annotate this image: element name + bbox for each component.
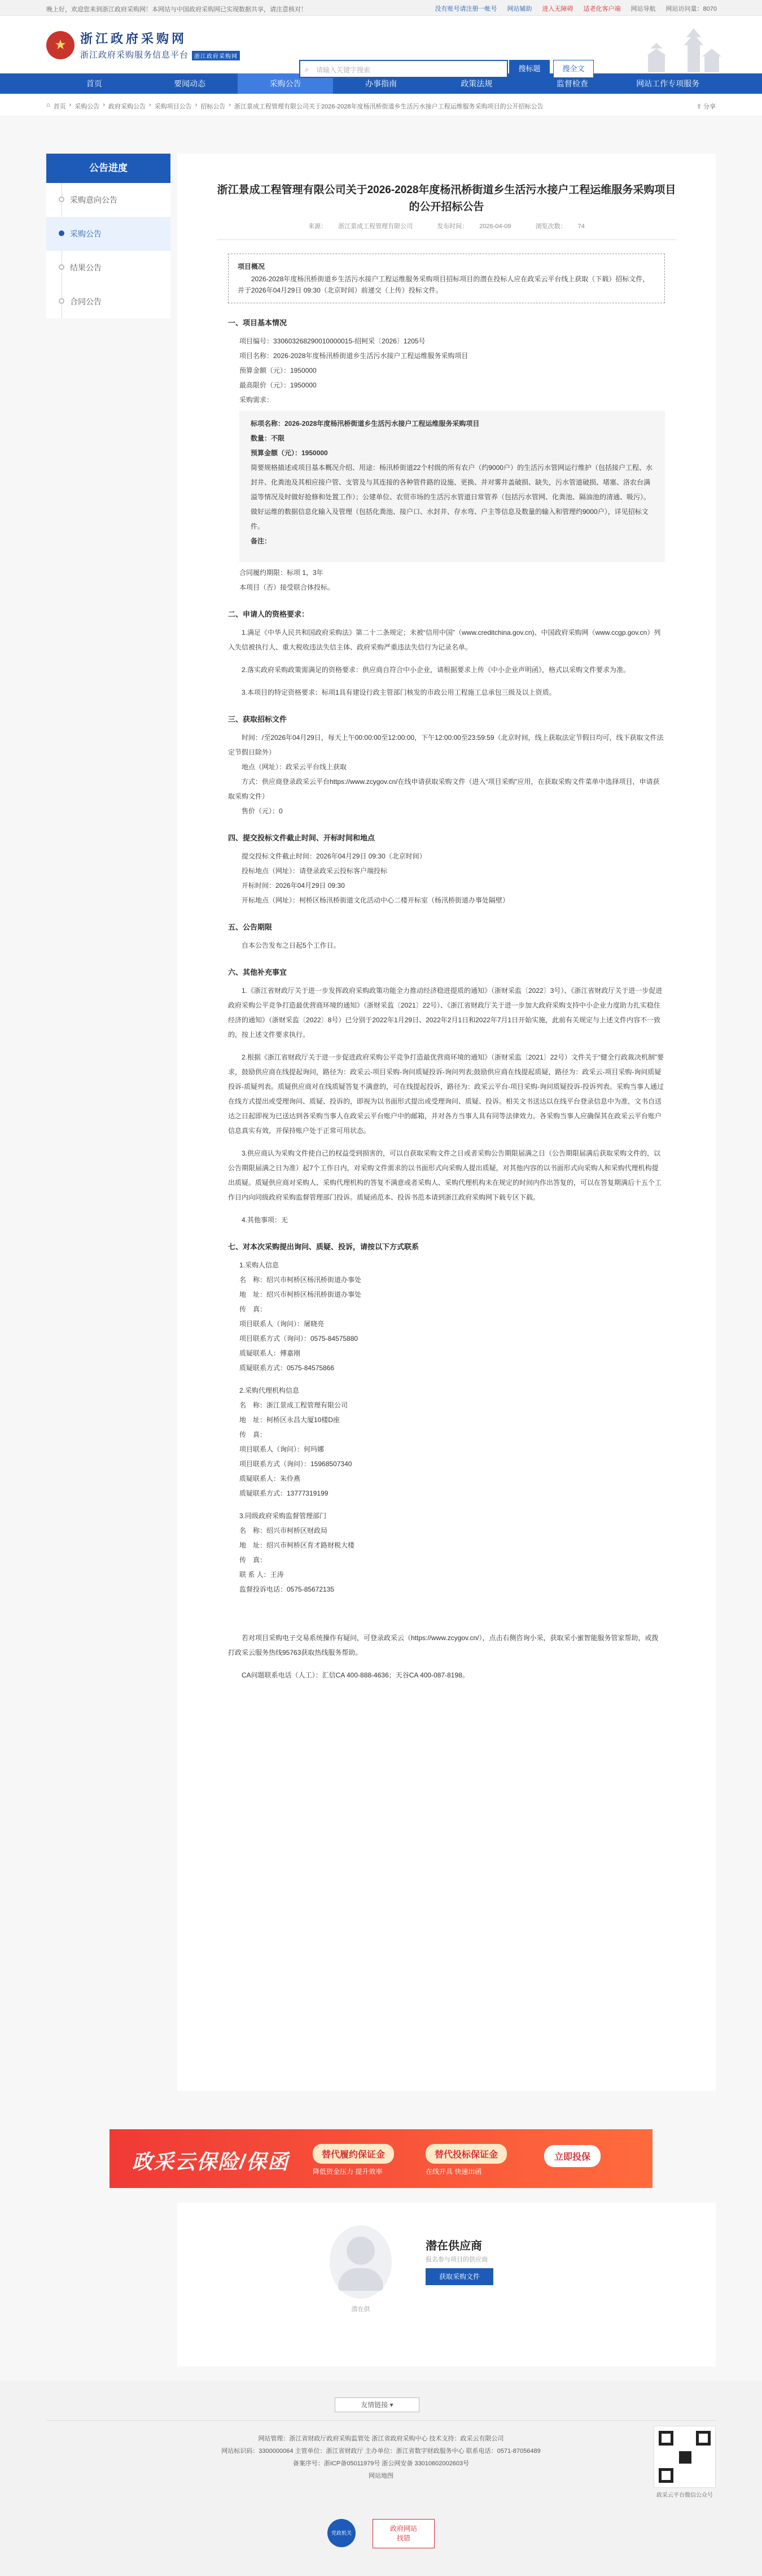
- section-notice-period: [228, 920, 665, 953]
- qualification-item: 1.满足《中华人民共和国政府采购法》第二十二条规定；未被“信用中国”（www.creditchina.gov.cn)、中国政府采购网（www.ccgp.gov.cn）列入失信被执行人、重大税收违法失信主体、政府采购严重违法失信行为记录名单。: [228, 629, 661, 651]
- section-qualification: [228, 607, 665, 700]
- elder-friendly-link[interactable]: 适老化客户端: [583, 6, 621, 12]
- chevron-down-icon: ▾: [389, 2401, 393, 2409]
- logo-title: 浙江政府采购网: [80, 32, 187, 46]
- max-price: 最高限价（元）：1950000: [239, 381, 317, 389]
- get-documents-button[interactable]: 获取采购文件: [426, 2268, 493, 2285]
- qualification-item: 3.本项目的特定资格要求：标项1具有建设行政主管部门核发的市政公用工程施工总承包三级及以上资质。: [242, 688, 556, 696]
- other-item: 1.《浙江省财政厅关于进一步发挥政府采购政策功能全力推动经济稳进提质的通知》（浙财采监〔2022〕3号）、《浙江省财政厅关于进一步促进政府采购公平竞争打造最优营商环境的通知》（浙财采监〔2021〕22号）、《浙江省财政厅关于进一步加大政府采购支持中小企业力度助力扎实稳住经济的通知》（浙财采监〔2022〕8号）已分别于2022年1月29日、2022年2月1日和2022年7月1日开始实施，此前有关规定与上述文件内容不一致的，按上述文件要求执行。: [228, 987, 663, 1039]
- lot-name: 标项名称：2026-2028年度杨汛桥街道乡生活污水接户工程运维服务采购项目: [251, 420, 480, 428]
- section-heading: 一、项目基本情况: [228, 319, 287, 327]
- other-item: 2.根据《浙江省财政厅关于进一步促进政府采购公平竞争打造最优营商环境的通知》（浙财采监〔2021〕22号）文件关于“健全行政裁决机制”要求，鼓励供应商在线提起询问，路径为：政采云-项目采购-询问质疑投诉-询问列表;鼓励供应商在线提起质疑，路径为：政采云-项目采购-询问质疑投诉-质疑列表。质疑供应商对在线质疑答复不满意的，可在线提起投诉，路径为：政采云平台-项目采购-询问质疑投诉-投诉列表。采购当事人通过在线方式提出或受理询问、质疑、投诉的，即视为以书面形式提出或受理询问、质疑、投诉。相关文书送达以在线平台登录信息中为准，文书自送达之日起即视为已送达到各采购当事人在政采云平台账户中的邮箱，并对各方当事人具有同等法律效力。各采购当事人应确保其在政采云平台账户信息真实有效，并保持账户处于正常可用状态。: [228, 1053, 664, 1135]
- search-placeholder: 请输入关键字搜索: [316, 66, 371, 74]
- lot-box: [239, 411, 665, 562]
- obtain-method: 方式：供应商登录政采云平台https://www.zcygov.cn/在线申请获取采购文件（进入“项目采购”应用，在获取采购文件菜单中选择项目，申请获取采购文件）: [228, 778, 660, 800]
- party-govt-badge-icon[interactable]: 党政机关: [327, 2519, 356, 2547]
- contract-period: 合同履约期限：标项 1，3年: [239, 569, 323, 577]
- accessibility-link[interactable]: 网站辅助: [507, 6, 532, 12]
- sidebar-item-intent[interactable]: 采购意向公告: [46, 183, 170, 217]
- nav-guide[interactable]: 办事指南: [365, 79, 397, 88]
- supplier-title: 潜在供应商: [426, 2240, 482, 2252]
- section-contacts: [228, 1240, 665, 1683]
- obtain-time: 时间：/至2026年04月29日，每天上午00:00:00至12:00:00，下午12:00:00至23:59:59（北京时间，线上获取法定节假日均可，线下获取文件法定节假日除外）: [228, 734, 664, 756]
- sidebar-item-contract[interactable]: 合同公告: [46, 285, 170, 319]
- lot-budget: 预算金额（元）：1950000: [251, 449, 328, 457]
- banner-tag: 替代履约保证金: [313, 2144, 394, 2164]
- banner-tag-sub: 降低资金压力 提升效率: [313, 2168, 383, 2176]
- timeline-dot-icon: [59, 230, 64, 236]
- friend-links-select[interactable]: 友情链接 ▾: [335, 2398, 419, 2412]
- section-obtain-documents: [228, 712, 665, 818]
- pagoda-illustration-icon: [637, 21, 721, 72]
- summary-heading: 项目概况: [238, 263, 265, 271]
- report-error-badge[interactable]: 政府网站 找错: [373, 2519, 435, 2548]
- purchaser-contact: 1.采购人信息 名 称：绍兴市柯桥区杨汛桥街道办事处 地 址：绍兴市柯桥区杨汛桥街道办事处 传 真： 项目联系人（询问）：屠晓亮 项目联系方式（询问）：0575-84575880 质疑联系人：傅嘉刚 质疑联系方式：0575-84575866: [239, 1261, 362, 1372]
- supplier-panel: [177, 2203, 716, 2366]
- section-heading: 三、获取招标文件: [228, 715, 287, 723]
- section-heading: 四、提交投标文件截止时间、开标时间和地点: [228, 834, 375, 842]
- banner-tag: 替代投标保证金: [426, 2144, 507, 2164]
- project-number: 项目编号：330603268290010000015-绍柯采〔2026〕1205号: [239, 337, 426, 345]
- section-other: [228, 965, 665, 1227]
- sidebar-item-announcement[interactable]: 采购公告: [46, 217, 170, 251]
- search-title-button[interactable]: 搜标题: [509, 60, 550, 78]
- submit-deadline: 提交投标文件截止时间：2026年04月29日 09:30（北京时间）: [242, 852, 426, 860]
- notice-period: 自本公告发布之日起5个工作日。: [242, 942, 340, 949]
- article-time: 2026-04-09: [479, 223, 511, 230]
- logo-subtitle: 浙江政府采购服务信息平台 浙江政府采购网: [80, 49, 240, 60]
- footer-badges: [327, 2519, 435, 2548]
- share-button[interactable]: ⇪ 分享: [696, 103, 716, 110]
- bid-place: 投标地点（网址）：请登录政采云投标客户端投标: [242, 867, 388, 875]
- consortium-note: 本项目（否）接受联合体投标。: [239, 583, 335, 591]
- logo-badge: 浙江政府采购网: [192, 51, 240, 60]
- banner-brand: 政采云保险/保函: [132, 2150, 290, 2173]
- sidebar-title: 公告进度: [46, 154, 170, 183]
- help-note: 若对项目采购电子交易系统操作有疑问，可登录政采云（https://www.zcygov.cn/），点击右侧咨询小采，获取采小蜜智能服务管家帮助，或拨打政采云服务热线95763获取热线服务帮助。: [228, 1634, 659, 1657]
- timeline-dot-icon: [59, 264, 64, 270]
- welcome-text: 晚上好，欢迎您来到浙江政府采购网！本网站与中国政府采购网已实现数据共享，请注意核对！: [46, 6, 307, 13]
- nav-news[interactable]: 要闻动态: [174, 79, 206, 88]
- footer-info: 网站管理：浙江省财政厅政府采购监管处 浙江省政府采购中心 技术支持：政采云有限公司 网站标识码：3300000064 主管单位：浙江省财政厅 主办单位：浙江省数字财政服务中心 联系电话：0571-87056489 备案序号：浙ICP备05011979号 浙公网安备 33010602002603号 网站地图: [0, 2433, 762, 2482]
- timeline-dot-icon: [59, 298, 64, 304]
- top-links: [435, 4, 717, 13]
- other-item: 4.其他事项：无: [242, 1216, 288, 1224]
- article-title: 浙江景成工程管理有限公司关于2026-2028年度杨汛桥街道乡生活污水接户工程运维服务采购项目的公开招标公告: [217, 184, 676, 213]
- nav-policy[interactable]: 政策法规: [461, 79, 493, 88]
- article-views: 74: [577, 223, 585, 230]
- article-meta: 来源： 浙江景成工程管理有限公司 发布时间： 2026-04-09 浏览次数： 74: [217, 221, 676, 240]
- section-basic-info: [228, 316, 665, 595]
- breadcrumb-item[interactable]: 政府采购公告: [108, 103, 146, 110]
- barrier-free-link[interactable]: 进入无障碍: [542, 6, 573, 12]
- obtain-place: 地点（网址）：政采云平台线上获取: [242, 763, 347, 771]
- visit-count: 网站访问量：8070: [665, 6, 717, 12]
- opening-time: 开标时间：2026年04月29日 09:30: [242, 882, 345, 890]
- supplier-subtitle: 报名参与项目的供应商: [426, 2256, 488, 2263]
- site-nav-link[interactable]: 网站导航: [630, 6, 656, 12]
- sidebar: [46, 154, 170, 319]
- article-source: 浙江景成工程管理有限公司: [338, 223, 413, 230]
- requirements-label: 采购需求：: [239, 396, 274, 404]
- article-panel: [177, 154, 716, 2091]
- section-heading: 六、其他补充事宜: [228, 968, 287, 977]
- qr-code: 政采云平台微信公众号: [654, 2426, 716, 2499]
- section-heading: 七、对本次采购提出询问、质疑、投诉，请按以下方式联系: [228, 1243, 419, 1251]
- nav-special-service[interactable]: 网站工作专项服务: [636, 79, 700, 88]
- nav-announcements[interactable]: 采购公告: [238, 73, 333, 94]
- opening-place: 开标地点（网址）：柯桥区杨汛桥街道文化活动中心二楼开标室（杨汛桥街道办事处隔壁）: [242, 896, 510, 904]
- lot-quantity: 数量：不限: [251, 434, 285, 442]
- search-icon: ⌕: [305, 65, 309, 73]
- search-fulltext-button[interactable]: 搜全文: [553, 60, 594, 78]
- timeline-dot-icon: [59, 197, 64, 202]
- site-map-link[interactable]: 网站地图: [369, 2473, 393, 2479]
- footer: [0, 2381, 762, 2576]
- breadcrumb-item[interactable]: 采购公告: [75, 103, 100, 110]
- agency-contact: 2.采购代理机构信息 名 称：浙江景成工程管理有限公司 地 址：柯桥区永昌大厦10楼D座 传 真： 项目联系人（询问）：何玛娜 项目联系方式（询问）：15968507340 质疑联系人：朱伶燕 质疑联系方式：13777319199: [239, 1387, 352, 1497]
- nav-home[interactable]: 首页: [86, 79, 102, 88]
- search-input[interactable]: [299, 60, 508, 78]
- banner-tag-sub: 在线开具 快速出函: [426, 2168, 482, 2176]
- insurance-banner[interactable]: [110, 2129, 652, 2188]
- breadcrumb-bar: [0, 94, 762, 116]
- top-bar: [0, 0, 762, 16]
- nav-supervision[interactable]: 监督检查: [556, 79, 588, 88]
- section-heading: 二、申请人的资格要求：: [228, 610, 309, 618]
- banner-cta-button[interactable]: 立即投保: [544, 2145, 601, 2167]
- project-summary: [228, 254, 665, 303]
- qualification-item: 2.落实政府采购政策需满足的资格要求：供应商自符合中小企业，请根据要求上传《中小企业声明函》，格式以采购文件要求为准。: [242, 666, 630, 674]
- lot-remarks: 备注：: [251, 537, 271, 545]
- document-price: 售价（元）：0: [242, 807, 283, 815]
- breadcrumb-home[interactable]: 首页: [53, 103, 66, 110]
- other-item: 3.供应商认为采购文件使自己的权益受到损害的，可以自获取采购文件之日或者采购公告期限届满之日（公告期限届满后获取采购文件的，以公告期限届满之日为准）起7个工作日内，对采购文件需求的以书面形式向采购人提出质疑，对其他内容的以书面形式向采购人和采购代理机构提出质疑。质疑供应商对采购人、采购代理机构的答复不满意或者采购人、采购代理机构未在规定的时间内作出答复的，可以在答复期满后十五个工作日内向同级政府采购监督管理部门投诉。质疑函范本、投诉书范本请到浙江政府采购网下载专区下载。: [228, 1149, 662, 1201]
- section-deadline: [228, 831, 665, 908]
- sidebar-item-result[interactable]: 结果公告: [46, 251, 170, 285]
- lot-description: 简要规格描述或项目基本概况介绍、用途：杨汛桥街道22个村级的所有农户（约9000户）的生活污水管网运行维护（包括接户工程、水封井、化粪池及其相应接户管、支管及与其连接的各种管件路的设施、更换、并对雾井盖破损、缺失，污水管道破损、堵塞、洛农台满溢等情况及时做好抢修和处置工作）；公建单位、农贸市场的生活污水管道日常管养（包括污水管网、化粪池、隔油池的清通、吸污）。做好运维的数据信息化输入及管理（包括化粪池、接户口、水封井、存水弯、户主等信息及数量的输入和管理约9000户），详见招标文件。: [251, 464, 653, 530]
- share-icon: ⇪: [696, 103, 702, 110]
- breadcrumb-item[interactable]: 招标公告: [200, 103, 226, 110]
- header: [0, 16, 762, 73]
- ca-contact: CA问题联系电话（人工）：汇信CA 400-888-4636；天谷CA 400-087-8198。: [242, 1671, 469, 1679]
- breadcrumb-item[interactable]: 采购项目公告: [154, 103, 192, 110]
- supplier-avatar-icon: 潜在供: [330, 2225, 392, 2299]
- breadcrumb-current: 浙江景成工程管理有限公司关于2026-2028年度杨汛桥街道乡生活污水接户工程运维服务采购项目的公开招标公告: [234, 103, 544, 110]
- national-emblem-icon: ★: [46, 31, 75, 59]
- site-logo[interactable]: [46, 29, 240, 60]
- qr-code-icon: [654, 2426, 716, 2488]
- register-link[interactable]: 没有账号请注册一帐号: [435, 6, 497, 12]
- project-name: 项目名称：2026-2028年度杨汛桥街道乡生活污水接户工程运维服务采购项目: [239, 352, 468, 360]
- summary-text: 2026-2028年度杨汛桥街道乡生活污水接户工程运维服务采购项目招标项目的潜在投标人应在政采云平台线上获取（下载）招标文件，并于2026年04月29日 09:30（北京时间）前递交（上传）投标文件。: [238, 275, 650, 294]
- breadcrumb: ⌂ 首页 › 采购公告 › 政府采购公告 › 采购项目公告 › 招标公告 › 浙江景成工程管理有限公司关于2026-2028年度杨汛桥街道乡生活污水接户工程运维服务采购项目的公开招标公告: [46, 102, 544, 110]
- home-icon: ⌂: [46, 102, 50, 108]
- budget-amount: 预算金额（元）：1950000: [239, 367, 317, 374]
- section-heading: 五、公告期限: [228, 923, 273, 931]
- supervisor-contact: 3.同级政府采购监督管理部门 名 称：绍兴市柯桥区财政局 地 址：绍兴市柯桥区育才路财税大楼 传 真： 联 系 人：王涛 监督投诉电话：0575-85672135: [239, 1512, 355, 1593]
